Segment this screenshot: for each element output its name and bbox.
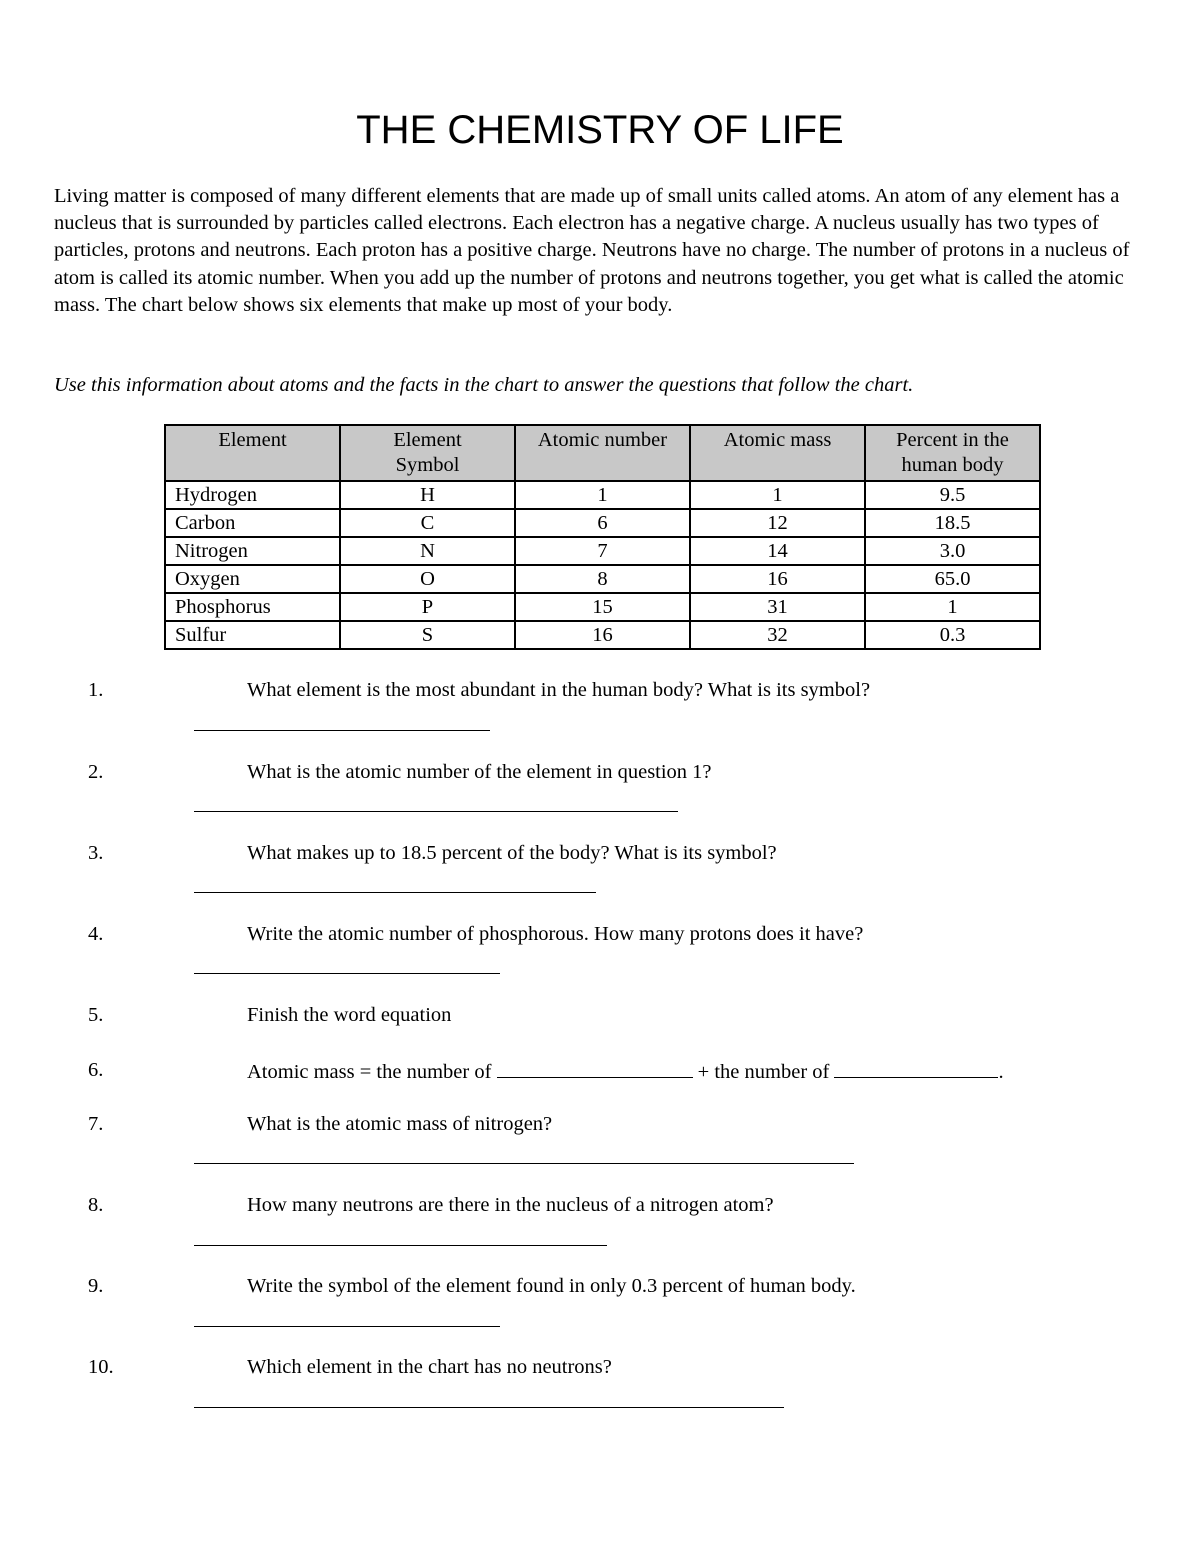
cell-atomic-mass: 1 [690,481,865,509]
cell-percent: 65.0 [865,565,1040,593]
table-row [165,621,1040,649]
table-row [165,537,1040,565]
cell-percent: 9.5 [865,481,1040,509]
question-text: Which element in the chart has no neutrons? [247,1356,612,1378]
cell-atomic-mass: 32 [690,621,865,649]
cell-symbol: H [340,481,515,509]
question-number: 4. [88,923,104,945]
question-number: 7. [88,1113,104,1135]
equation-part-a: Atomic mass = the number of [247,1061,492,1083]
cell-element: Carbon [165,509,340,537]
header-percent [865,425,1040,481]
intro-text: Living matter is composed of many different elements that are made up of small units called atoms. An atom of any element has a nucleus that is surrounded by particles called electrons. Each electron has a negative charge. A nucleus usually has two types of particles, protons and neutrons. Each proton has a positive charge. Neutrons have no charge. The number of protons in a nucleus of atom is called its atomic number. When you add up the number of protons and neutrons together, you get what is called the atomic mass. The chart below shows six elements that make up most of your body. [54,185,1130,316]
question-number: 1. [88,679,104,701]
question-number: 10. [88,1356,114,1378]
cell-symbol: P [340,593,515,621]
header-atomic-number: Atomic number [515,425,690,481]
equation-part-b: + the number of [697,1061,830,1083]
question-text: Finish the word equation [247,1004,452,1026]
elements-table [164,424,1041,650]
answer-line[interactable] [194,1407,784,1408]
header-symbol-label: Element Symbol [393,429,462,476]
equation-blank-1[interactable] [497,1059,693,1078]
instruction-text: Use this information about atoms and the facts in the chart to answer the questions that follow the chart. [54,374,914,396]
question-text: Write the symbol of the element found in only 0.3 percent of human body. [247,1275,856,1297]
question-number: 9. [88,1275,104,1297]
question-number: 3. [88,842,104,864]
question-text: What is the atomic number of the element in question 1? [247,761,712,783]
cell-percent: 1 [865,593,1040,621]
answer-line[interactable] [194,892,596,893]
cell-atomic-number: 8 [515,565,690,593]
cell-symbol: C [340,509,515,537]
question-text: How many neutrons are there in the nucleus of a nitrogen atom? [247,1194,774,1216]
cell-atomic-mass: 31 [690,593,865,621]
cell-atomic-number: 6 [515,509,690,537]
question-text: What makes up to 18.5 percent of the body? What is its symbol? [247,842,777,864]
word-equation [247,1059,1004,1084]
header-percent-label: Percent in the human body [896,429,1009,476]
cell-atomic-number: 1 [515,481,690,509]
answer-line[interactable] [194,1326,500,1327]
cell-percent: 0.3 [865,621,1040,649]
page-title: THE CHEMISTRY OF LIFE [356,108,844,152]
cell-percent: 3.0 [865,537,1040,565]
equation-blank-2[interactable] [834,1059,998,1078]
header-element: Element [165,425,340,481]
question-number: 5. [88,1004,104,1026]
answer-line[interactable] [194,973,500,974]
cell-atomic-number: 16 [515,621,690,649]
answer-line[interactable] [194,730,490,731]
question-text: What element is the most abundant in the human body? What is its symbol? [247,679,871,701]
cell-element: Nitrogen [165,537,340,565]
cell-symbol: O [340,565,515,593]
question-text: What is the atomic mass of nitrogen? [247,1113,553,1135]
answer-line[interactable] [194,811,678,812]
header-symbol [340,425,515,481]
header-atomic-mass: Atomic mass [690,425,865,481]
answer-line[interactable] [194,1163,854,1164]
question-number: 2. [88,761,104,783]
table-row [165,509,1040,537]
answer-line[interactable] [194,1245,607,1246]
cell-atomic-mass: 14 [690,537,865,565]
question-number: 8. [88,1194,104,1216]
cell-atomic-mass: 16 [690,565,865,593]
table-row [165,481,1040,509]
table-row [165,593,1040,621]
cell-percent: 18.5 [865,509,1040,537]
question-text: Write the atomic number of phosphorous. How many protons does it have? [247,923,864,945]
question-number: 6. [88,1059,104,1081]
cell-atomic-mass: 12 [690,509,865,537]
intro-paragraph [54,183,1146,319]
cell-element: Sulfur [165,621,340,649]
table-header-row [165,425,1040,481]
cell-symbol: N [340,537,515,565]
table-row [165,565,1040,593]
cell-atomic-number: 15 [515,593,690,621]
cell-element: Oxygen [165,565,340,593]
cell-element: Hydrogen [165,481,340,509]
cell-atomic-number: 7 [515,537,690,565]
equation-period: . [998,1061,1004,1083]
cell-element: Phosphorus [165,593,340,621]
cell-symbol: S [340,621,515,649]
